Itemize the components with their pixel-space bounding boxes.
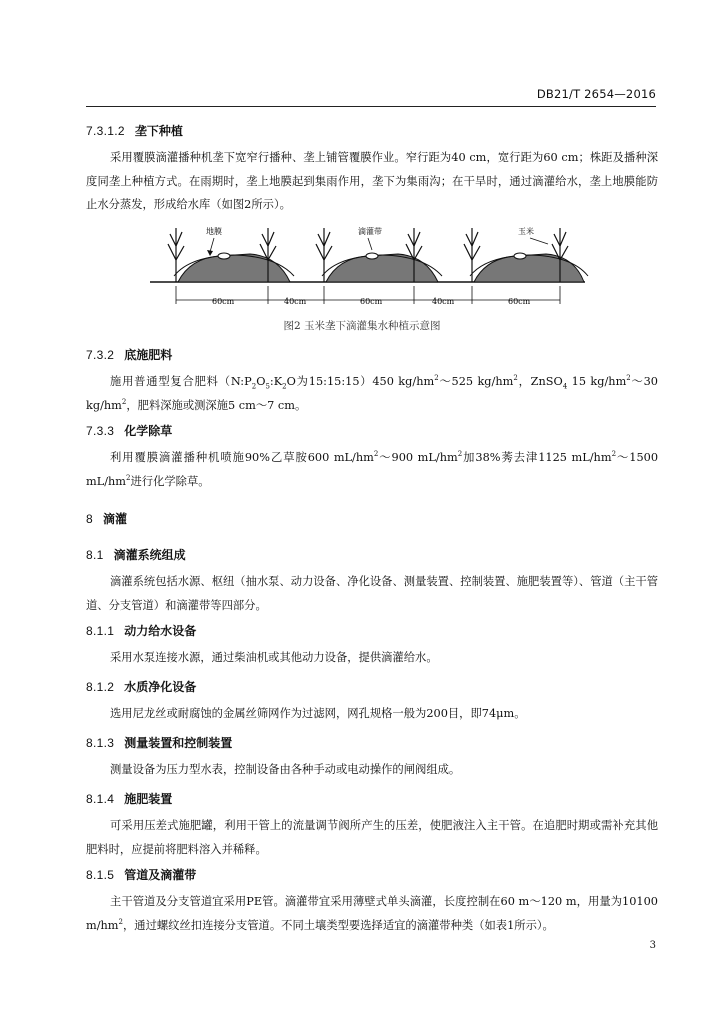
page-number: 3 [649, 940, 656, 951]
section-title: 施肥装置 [124, 792, 173, 806]
paragraph-system-components: 滴灌系统包括水源、枢纽（抽水泵、动力设备、净化设备、测量装置、控制装置、施肥装置等）、管道（主干管道、分支管道）和滴灌带等四部分。 [86, 575, 658, 612]
paragraph-ridge-planting: 采用覆膜滴灌播种机垄下宽窄行播种、垄上铺管覆膜作业。窄行距为40 cm，宽行距为60 cm；株距及播种深度同垄上种植方式。在雨期时，垄上地膜起到集雨作用，垄下为集雨沟；在干旱时，通过滴灌给水，垄上地膜能防止水分蒸发，形成给水库（如图2所示）。 [86, 151, 658, 211]
section-title: 底施肥料 [124, 348, 173, 362]
section-heading-8-1-1 [86, 622, 658, 639]
label-drip-tape: 滴灌带 [358, 227, 382, 236]
paragraph-measurement-control: 测量设备为压力型水表，控制设备由各种手动或电动操作的闸阀组成。 [110, 763, 461, 776]
section-number: 8.1.1 [86, 624, 115, 638]
section-heading-8-1-3 [86, 734, 658, 751]
dim-40cm-2: 40cm [432, 297, 455, 306]
section-title: 水质净化设备 [124, 680, 197, 694]
section-title: 化学除草 [124, 424, 173, 438]
section-number: 7.3.2 [86, 348, 115, 362]
document-code: DB21/T 2654—2016 [536, 87, 656, 101]
dim-60cm-3: 60cm [508, 297, 531, 306]
section-heading-7-3-3 [86, 422, 658, 439]
section-heading-8 [86, 510, 658, 527]
section-title: 测量装置和控制装置 [124, 736, 233, 750]
paragraph-water-filter: 选用尼龙丝或耐腐蚀的金属丝筛网作为过滤网，网孔规格一般为200目，即74μm。 [110, 707, 526, 720]
label-film: 地膜 [206, 227, 222, 236]
dim-60cm-2: 60cm [360, 297, 383, 306]
section-number: 7.3.1.2 [86, 124, 125, 138]
dim-40cm-1: 40cm [284, 297, 307, 306]
paragraph-base-fertilizer: 施用普通型复合肥料（$N:P_2O_5:K_2O$为15:15:15）450 $kg/hm^2\sim 525$ $kg/hm^2$，ZnSO$_4$ 15 $kg/hm^2\sim 30$ $kg/hm^2$，肥料深施或测深施5 cm～7 cm。 [86, 374, 658, 412]
corn-planting-diagram [150, 220, 590, 316]
paragraph-pipes-drip-tape: 主干管道及分支管道宜采用PE管。滴灌带宜采用薄壁式单头滴灌，长度控制在60 m～120 m，用量为10100 $m/hm^2$，通过螺纹丝扣连接分支管道。不同土壤类型要选择适宜的滴灌带种类（如表1所示）。 [86, 895, 658, 932]
section-number: 8.1.2 [86, 680, 115, 694]
section-title: 动力给水设备 [124, 624, 197, 638]
section-heading-8-1-5 [86, 866, 658, 883]
dim-60cm-1: 60cm [212, 297, 235, 306]
section-number: 8.1 [86, 548, 104, 562]
section-number: 8.1.3 [86, 736, 115, 750]
section-title: 管道及滴灌带 [124, 868, 197, 882]
section-number: 7.3.3 [86, 424, 115, 438]
section-title: 滴灌 [102, 512, 127, 526]
section-title: 滴灌系统组成 [113, 548, 186, 562]
section-title: 垄下种植 [134, 124, 183, 138]
section-heading-8-1-2 [86, 678, 658, 695]
figure-caption: 图2 玉米垄下滴灌集水种植示意图 [283, 320, 441, 332]
section-heading-8-1 [86, 546, 658, 563]
paragraph-weeding: 利用覆膜滴灌播种机喷施90%乙草胺600 $mL/hm^2\sim 900$ $mL/hm^2$加38%莠去津1125 $mL/hm^2\sim 1500$ $mL/hm^2$进行化学除草。 [86, 450, 659, 488]
section-number: 8.1.5 [86, 868, 115, 882]
section-heading-7-3-2 [86, 346, 658, 363]
section-number: 8.1.4 [86, 792, 115, 806]
label-corn: 玉米 [518, 227, 534, 236]
header-rule [86, 106, 656, 107]
paragraph-power-supply: 采用水泵连接水源，通过柴油机或其他动力设备，提供滴灌给水。 [110, 651, 438, 664]
paragraph-fertilizer-device: 可采用压差式施肥罐，利用干管上的流量调节阀所产生的压差，使肥液注入主干管。在追肥时期或需补充其他肥料时，应提前将肥料溶入并稀释。 [86, 819, 658, 856]
section-heading-8-1-4 [86, 790, 658, 807]
section-heading-7-3-1-2 [86, 122, 658, 139]
section-number: 8 [86, 512, 93, 526]
